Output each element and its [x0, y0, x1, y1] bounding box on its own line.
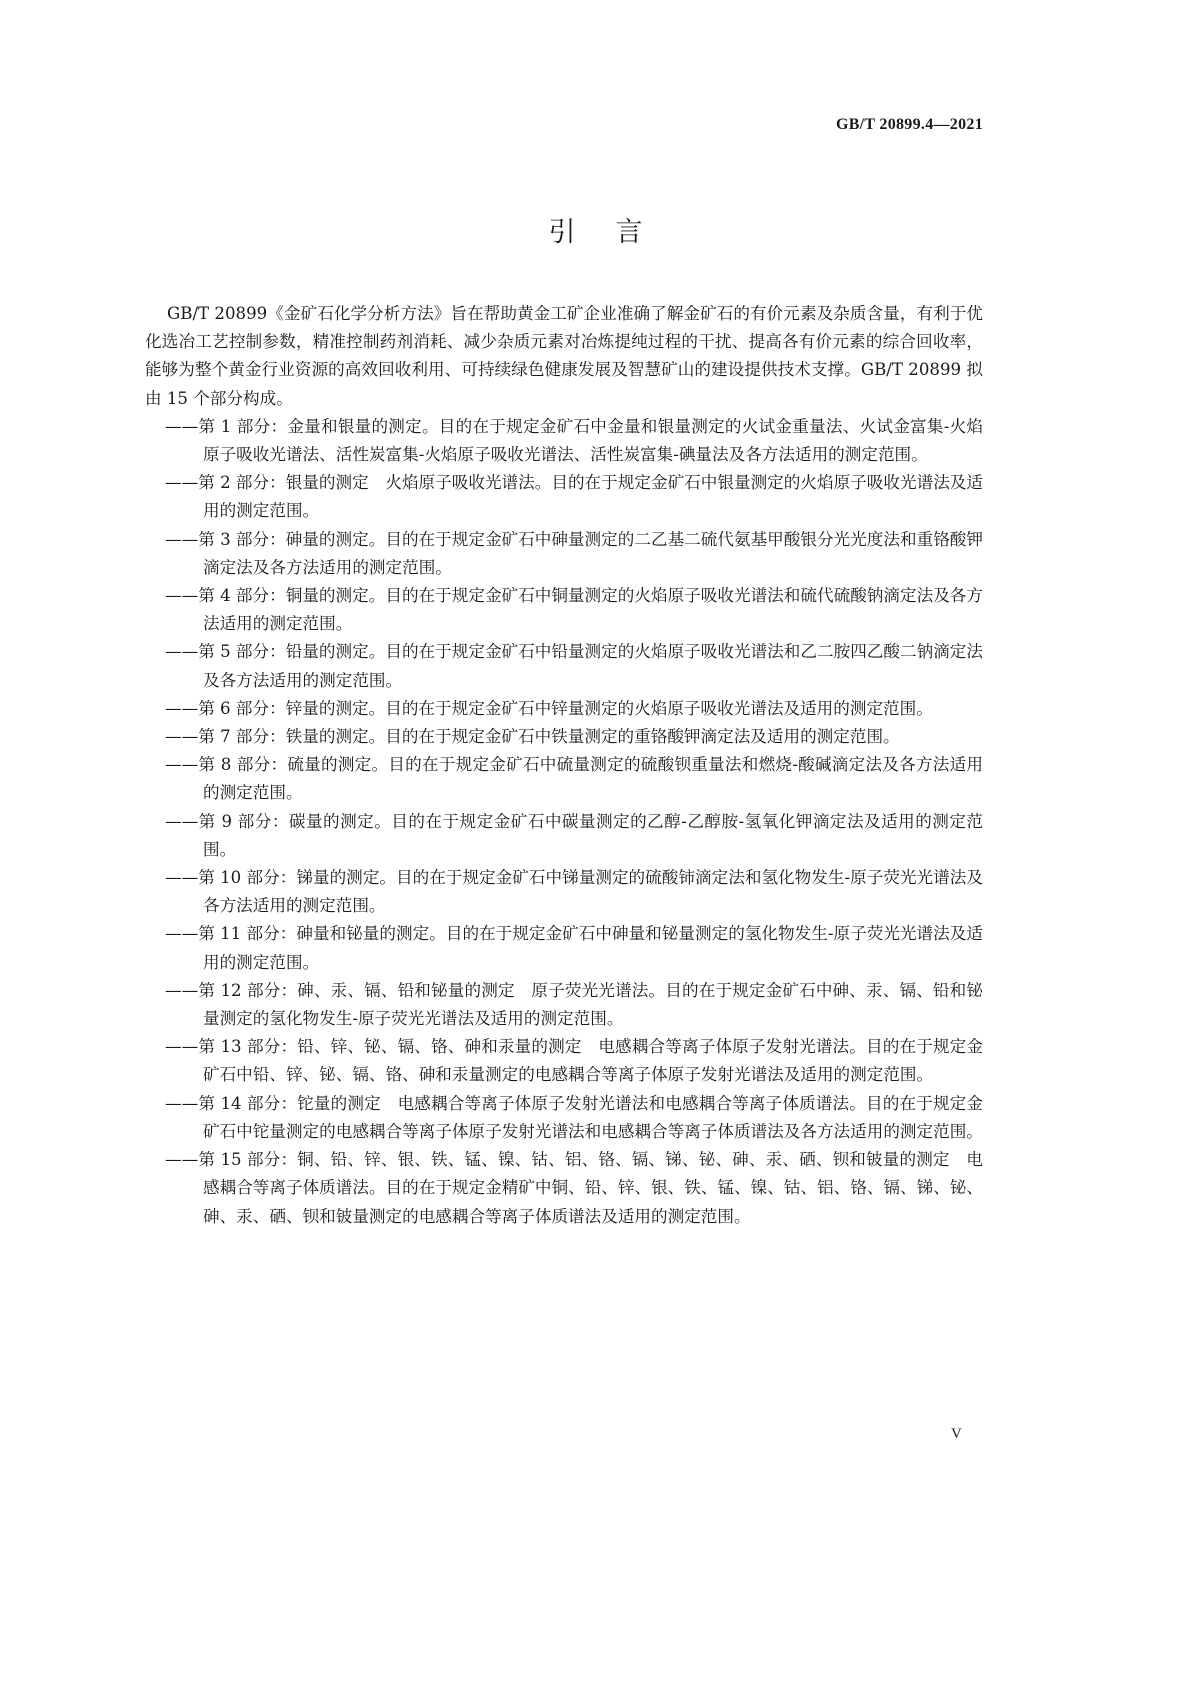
part-item: ——第 11 部分：砷量和铋量的测定。目的在于规定金矿石中砷量和铋量测定的氢化物发生-原子荧光光谱法及适用的测定范围。 — [165, 924, 983, 972]
document-body — [145, 300, 983, 1231]
part-item: ——第 3 部分：砷量的测定。目的在于规定金矿石中砷量测定的二乙基二硫代氨基甲酸银分光光度法和重铬酸钾滴定法及各方法适用的测定范围。 — [165, 529, 983, 577]
part-item: ——第 6 部分：锌量的测定。目的在于规定金矿石中锌量测定的火焰原子吸收光谱法及适用的测定范围。 — [165, 698, 933, 718]
part-item: ——第 8 部分：硫量的测定。目的在于规定金矿石中硫量测定的硫酸钡重量法和燃烧-酸碱滴定法及各方法适用的测定范围。 — [165, 755, 983, 803]
part-item: ——第 12 部分：砷、汞、镉、铅和铋量的测定 原子荧光光谱法。目的在于规定金矿石中砷、汞、镉、铅和铋量测定的氢化物发生-原子荧光光谱法及适用的测定范围。 — [165, 980, 983, 1029]
part-item: ——第 14 部分：铊量的测定 电感耦合等离子体原子发射光谱法和电感耦合等离子体质谱法。目的在于规定金矿石中铊量测定的电感耦合等离子体原子发射光谱法和电感耦合等离子体质谱法及各方法适用的测定范围。 — [165, 1093, 983, 1141]
part-item: ——第 10 部分：锑量的测定。目的在于规定金矿石中锑量测定的硫酸铈滴定法和氢化物发生-原子荧光光谱法及各方法适用的测定范围。 — [165, 868, 983, 916]
part-item: ——第 13 部分：铅、锌、铋、镉、铬、砷和汞量的测定 电感耦合等离子体原子发射光谱法。目的在于规定金矿石中铅、锌、铋、镉、铬、砷和汞量测定的电感耦合等离子体原子发射光谱法及适用的测定范围。 — [165, 1037, 983, 1085]
page-number: V — [951, 1426, 962, 1442]
part-item: ——第 2 部分：银量的测定 火焰原子吸收光谱法。目的在于规定金矿石中银量测定的火焰原子吸收光谱法及适用的测定范围。 — [165, 473, 983, 521]
intro-paragraph: GB/T 20899《金矿石化学分析方法》旨在帮助黄金工矿企业准确了解金矿石的有价元素及杂质含量，有利于优化选冶工艺控制参数，精准控制药剂消耗、减少杂质元素对冶炼提纯过程的干扰、提高各有价元素的综合回收率，能够为整个黄金行业资源的高效回收利用、可持续绿色健康发展及智慧矿山的建设提供技术支撑。GB/T 20899 拟由 15 个部分构成。 — [145, 304, 983, 408]
page-title: 引言 — [548, 217, 683, 248]
standard-number: GB/T 20899.4—2021 — [835, 116, 983, 133]
part-item: ——第 4 部分：铜量的测定。目的在于规定金矿石中铜量测定的火焰原子吸收光谱法和硫代硫酸钠滴定法及各方法适用的测定范围。 — [165, 586, 983, 634]
part-item: ——第 1 部分：金量和银量的测定。目的在于规定金矿石中金量和银量测定的火试金重量法、火试金富集-火焰原子吸收光谱法、活性炭富集-火焰原子吸收光谱法、活性炭富集-碘量法及各方法适用的测定范围。 — [165, 416, 983, 465]
part-item: ——第 7 部分：铁量的测定。目的在于规定金矿石中铁量测定的重铬酸钾滴定法及适用的测定范围。 — [165, 727, 900, 747]
part-item: ——第 9 部分：碳量的测定。目的在于规定金矿石中碳量测定的乙醇-乙醇胺-氢氧化钾滴定法及适用的测定范围。 — [165, 811, 983, 859]
part-item: ——第 15 部分：铜、铅、锌、银、铁、锰、镍、钴、铝、铬、镉、锑、铋、砷、汞、硒、钡和铍量的测定 电感耦合等离子体质谱法。目的在于规定金精矿中铜、铅、锌、银、铁、锰、镍、钴、铝、铬、镉、锑、铋、砷、汞、硒、钡和铍量测定的电感耦合等离子体质谱法及适用的测定范围。 — [165, 1150, 983, 1226]
part-item: ——第 5 部分：铅量的测定。目的在于规定金矿石中铅量测定的火焰原子吸收光谱法和乙二胺四乙酸二钠滴定法及各方法适用的测定范围。 — [165, 642, 983, 690]
